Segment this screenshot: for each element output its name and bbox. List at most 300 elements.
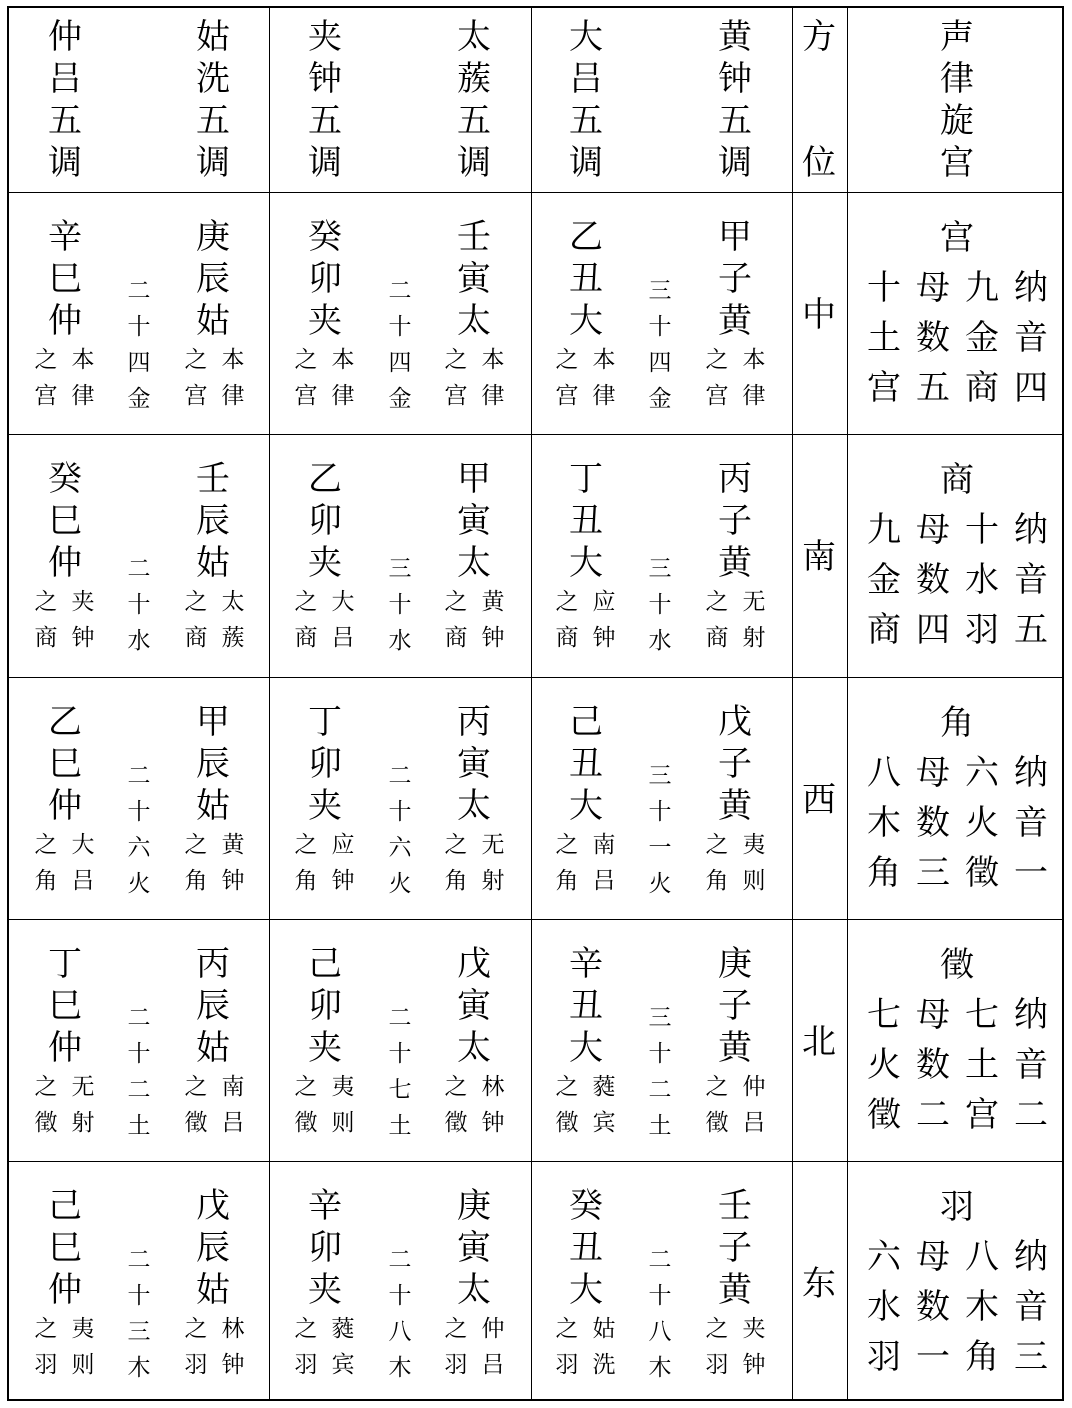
key-annotation: 太 bbox=[221, 589, 245, 615]
stem-branch-a: 仲 bbox=[48, 301, 82, 341]
key-annotation: 律 bbox=[71, 383, 95, 409]
key-annotation: 本 bbox=[221, 347, 245, 373]
nayin-number: 二 bbox=[127, 1005, 151, 1031]
key-annotation: 之 bbox=[705, 347, 729, 373]
nayin-description: 七 bbox=[867, 995, 901, 1035]
stem-branch-a: 辛 bbox=[308, 1186, 342, 1226]
key-annotation: 宫 bbox=[555, 383, 579, 409]
key-annotation: 大 bbox=[331, 589, 355, 615]
nayin-number: 三 bbox=[648, 1005, 672, 1031]
stem-branch-a: 夹 bbox=[308, 543, 342, 583]
stem-branch-b: 子 bbox=[718, 986, 752, 1026]
nayin-description: 七 bbox=[965, 995, 999, 1035]
nayin-number: 二 bbox=[127, 1077, 151, 1103]
stem-branch-b: 辰 bbox=[196, 744, 230, 784]
stem-branch-a: 丑 bbox=[569, 501, 603, 541]
nayin-number: 火 bbox=[648, 871, 672, 897]
direction-label: 中 bbox=[802, 295, 836, 335]
nayin-number: 金 bbox=[127, 386, 151, 412]
key-annotation: 之 bbox=[34, 589, 58, 615]
nayin-description: 羽 bbox=[965, 610, 999, 650]
nayin-description: 纳 bbox=[1014, 1237, 1048, 1277]
nayin-number: 十 bbox=[127, 314, 151, 340]
header-key-label: 大 bbox=[569, 17, 603, 57]
key-annotation: 宫 bbox=[34, 383, 58, 409]
stem-branch-b: 姑 bbox=[196, 1270, 230, 1310]
nayin-number: 土 bbox=[648, 1113, 672, 1139]
nayin-description: 一 bbox=[1014, 853, 1048, 893]
key-annotation: 之 bbox=[294, 832, 318, 858]
stem-branch-a: 大 bbox=[569, 786, 603, 826]
stem-branch-b: 辰 bbox=[196, 986, 230, 1026]
header-shenglv-label: 律 bbox=[940, 59, 974, 99]
header-key-label: 钟 bbox=[308, 59, 342, 99]
stem-branch-a: 卯 bbox=[308, 259, 342, 299]
nayin-number: 二 bbox=[648, 1077, 672, 1103]
stem-branch-b: 壬 bbox=[196, 459, 230, 499]
stem-branch-b: 壬 bbox=[718, 1186, 752, 1226]
key-annotation: 之 bbox=[555, 832, 579, 858]
stem-branch-a: 癸 bbox=[48, 459, 82, 499]
key-annotation: 宫 bbox=[184, 383, 208, 409]
key-annotation: 无 bbox=[742, 589, 766, 615]
key-annotation: 羽 bbox=[34, 1352, 58, 1378]
stem-branch-b: 太 bbox=[457, 1028, 491, 1068]
stem-branch-a: 丁 bbox=[48, 944, 82, 984]
key-annotation: 射 bbox=[71, 1110, 95, 1136]
key-annotation: 黄 bbox=[221, 832, 245, 858]
header-key-label: 洗 bbox=[196, 59, 230, 99]
stem-branch-a: 癸 bbox=[569, 1186, 603, 1226]
row-divider bbox=[9, 677, 1062, 678]
nayin-description: 五 bbox=[916, 368, 950, 408]
nayin-number: 十 bbox=[388, 592, 412, 618]
key-annotation: 钟 bbox=[221, 1352, 245, 1378]
nayin-number: 二 bbox=[127, 763, 151, 789]
nayin-description: 音 bbox=[1014, 560, 1048, 600]
nayin-description: 音 bbox=[1014, 318, 1048, 358]
key-annotation: 林 bbox=[481, 1074, 505, 1100]
key-annotation: 之 bbox=[34, 347, 58, 373]
mode-title: 商 bbox=[940, 460, 974, 500]
stem-branch-a: 卯 bbox=[308, 986, 342, 1026]
column-divider bbox=[847, 8, 848, 1399]
nayin-description: 一 bbox=[916, 1337, 950, 1377]
nayin-number: 土 bbox=[388, 1113, 412, 1139]
nayin-number: 三 bbox=[127, 1319, 151, 1345]
key-annotation: 本 bbox=[592, 347, 616, 373]
header-key-label: 五 bbox=[48, 101, 82, 141]
stem-branch-b: 寅 bbox=[457, 744, 491, 784]
nayin-number: 金 bbox=[388, 386, 412, 412]
nayin-number: 十 bbox=[127, 799, 151, 825]
stem-branch-b: 寅 bbox=[457, 501, 491, 541]
header-key-label: 五 bbox=[308, 101, 342, 141]
row-divider bbox=[9, 919, 1062, 920]
nayin-description: 数 bbox=[916, 1045, 950, 1085]
key-annotation: 射 bbox=[742, 625, 766, 651]
key-annotation: 之 bbox=[294, 347, 318, 373]
nayin-description: 木 bbox=[965, 1287, 999, 1327]
stem-branch-b: 姑 bbox=[196, 543, 230, 583]
stem-branch-a: 己 bbox=[48, 1186, 82, 1226]
key-annotation: 蕤 bbox=[592, 1074, 616, 1100]
key-annotation: 南 bbox=[592, 832, 616, 858]
key-annotation: 徵 bbox=[444, 1110, 468, 1136]
key-annotation: 钟 bbox=[481, 1110, 505, 1136]
key-annotation: 则 bbox=[71, 1352, 95, 1378]
stem-branch-b: 庚 bbox=[457, 1186, 491, 1226]
nayin-description: 母 bbox=[916, 510, 950, 550]
stem-branch-b: 太 bbox=[457, 301, 491, 341]
header-key-label: 五 bbox=[457, 101, 491, 141]
stem-branch-b: 子 bbox=[718, 1228, 752, 1268]
nayin-description: 土 bbox=[965, 1045, 999, 1085]
temperament-table bbox=[7, 6, 1064, 1401]
nayin-number: 二 bbox=[388, 278, 412, 304]
stem-branch-a: 仲 bbox=[48, 1028, 82, 1068]
stem-branch-a: 辛 bbox=[569, 944, 603, 984]
stem-branch-a: 巳 bbox=[48, 1228, 82, 1268]
key-annotation: 南 bbox=[221, 1074, 245, 1100]
stem-branch-b: 子 bbox=[718, 744, 752, 784]
nayin-description: 数 bbox=[916, 560, 950, 600]
nayin-number: 水 bbox=[388, 628, 412, 654]
stem-branch-b: 丙 bbox=[718, 459, 752, 499]
stem-branch-a: 夹 bbox=[308, 301, 342, 341]
key-annotation: 之 bbox=[184, 1074, 208, 1100]
key-annotation: 仲 bbox=[742, 1074, 766, 1100]
nayin-description: 十 bbox=[965, 510, 999, 550]
header-shenglv-label: 宫 bbox=[940, 143, 974, 183]
nayin-description: 火 bbox=[867, 1045, 901, 1085]
nayin-number: 水 bbox=[127, 628, 151, 654]
key-annotation: 大 bbox=[71, 832, 95, 858]
nayin-number: 二 bbox=[388, 1247, 412, 1273]
stem-branch-a: 仲 bbox=[48, 543, 82, 583]
key-annotation: 之 bbox=[184, 347, 208, 373]
nayin-description: 徵 bbox=[867, 1095, 901, 1135]
nayin-description: 土 bbox=[867, 318, 901, 358]
nayin-description: 六 bbox=[867, 1237, 901, 1277]
key-annotation: 之 bbox=[705, 589, 729, 615]
nayin-number: 八 bbox=[388, 1319, 412, 1345]
stem-branch-b: 庚 bbox=[196, 217, 230, 257]
stem-branch-b: 辰 bbox=[196, 259, 230, 299]
header-key-label: 吕 bbox=[48, 59, 82, 99]
nayin-description: 数 bbox=[916, 803, 950, 843]
nayin-description: 二 bbox=[916, 1095, 950, 1135]
header-key-label: 调 bbox=[308, 143, 342, 183]
key-annotation: 之 bbox=[34, 1074, 58, 1100]
header-key-label: 蔟 bbox=[457, 59, 491, 99]
header-key-label: 调 bbox=[196, 143, 230, 183]
stem-branch-b: 甲 bbox=[457, 459, 491, 499]
nayin-description: 数 bbox=[916, 1287, 950, 1327]
nayin-number: 二 bbox=[127, 278, 151, 304]
stem-branch-a: 卯 bbox=[308, 744, 342, 784]
stem-branch-b: 庚 bbox=[718, 944, 752, 984]
header-key-label: 黄 bbox=[718, 17, 752, 57]
key-annotation: 姑 bbox=[592, 1316, 616, 1342]
header-key-label: 调 bbox=[569, 143, 603, 183]
nayin-description: 八 bbox=[867, 753, 901, 793]
key-annotation: 宫 bbox=[294, 383, 318, 409]
key-annotation: 本 bbox=[71, 347, 95, 373]
key-annotation: 角 bbox=[705, 868, 729, 894]
nayin-description: 三 bbox=[1014, 1337, 1048, 1377]
nayin-number: 三 bbox=[648, 278, 672, 304]
key-annotation: 吕 bbox=[742, 1110, 766, 1136]
header-key-label: 调 bbox=[718, 143, 752, 183]
key-annotation: 钟 bbox=[592, 625, 616, 651]
nayin-number: 三 bbox=[388, 556, 412, 582]
key-annotation: 徵 bbox=[705, 1110, 729, 1136]
key-annotation: 射 bbox=[481, 868, 505, 894]
key-annotation: 宾 bbox=[331, 1352, 355, 1378]
nayin-number: 金 bbox=[648, 386, 672, 412]
key-annotation: 蔟 bbox=[221, 625, 245, 651]
key-annotation: 之 bbox=[705, 832, 729, 858]
nayin-number: 六 bbox=[127, 835, 151, 861]
nayin-description: 金 bbox=[965, 318, 999, 358]
header-key-label: 吕 bbox=[569, 59, 603, 99]
stem-branch-b: 丙 bbox=[196, 944, 230, 984]
stem-branch-a: 巳 bbox=[48, 259, 82, 299]
header-shenglv-label: 声 bbox=[940, 17, 974, 57]
key-annotation: 律 bbox=[742, 383, 766, 409]
key-annotation: 之 bbox=[444, 1074, 468, 1100]
key-annotation: 商 bbox=[294, 625, 318, 651]
nayin-number: 六 bbox=[388, 835, 412, 861]
stem-branch-a: 大 bbox=[569, 1270, 603, 1310]
stem-branch-b: 甲 bbox=[196, 702, 230, 742]
key-annotation: 之 bbox=[294, 1316, 318, 1342]
key-annotation: 吕 bbox=[71, 868, 95, 894]
key-annotation: 洗 bbox=[592, 1352, 616, 1378]
row-divider bbox=[9, 192, 1062, 193]
key-annotation: 角 bbox=[294, 868, 318, 894]
nayin-description: 二 bbox=[1014, 1095, 1048, 1135]
key-annotation: 本 bbox=[742, 347, 766, 373]
nayin-number: 十 bbox=[127, 1283, 151, 1309]
nayin-description: 商 bbox=[867, 610, 901, 650]
mode-title: 角 bbox=[940, 703, 974, 743]
key-annotation: 律 bbox=[592, 383, 616, 409]
nayin-number: 四 bbox=[648, 350, 672, 376]
nayin-number: 八 bbox=[648, 1319, 672, 1345]
stem-branch-b: 黄 bbox=[718, 543, 752, 583]
nayin-description: 水 bbox=[867, 1287, 901, 1327]
nayin-description: 宫 bbox=[867, 368, 901, 408]
mode-title: 羽 bbox=[940, 1187, 974, 1227]
stem-branch-a: 仲 bbox=[48, 1270, 82, 1310]
header-key-label: 仲 bbox=[48, 17, 82, 57]
key-annotation: 无 bbox=[481, 832, 505, 858]
key-annotation: 吕 bbox=[331, 625, 355, 651]
key-annotation: 徵 bbox=[34, 1110, 58, 1136]
stem-branch-a: 卯 bbox=[308, 1228, 342, 1268]
stem-branch-b: 黄 bbox=[718, 301, 752, 341]
key-annotation: 之 bbox=[444, 347, 468, 373]
stem-branch-b: 黄 bbox=[718, 1028, 752, 1068]
key-annotation: 吕 bbox=[481, 1352, 505, 1378]
nayin-number: 十 bbox=[648, 799, 672, 825]
column-divider bbox=[792, 8, 793, 1399]
key-annotation: 之 bbox=[705, 1074, 729, 1100]
nayin-number: 十 bbox=[648, 592, 672, 618]
direction-label: 北 bbox=[802, 1022, 836, 1062]
key-annotation: 羽 bbox=[705, 1352, 729, 1378]
nayin-description: 火 bbox=[965, 803, 999, 843]
key-annotation: 本 bbox=[331, 347, 355, 373]
nayin-number: 七 bbox=[388, 1077, 412, 1103]
column-divider bbox=[269, 8, 270, 1399]
row-divider bbox=[9, 1161, 1062, 1162]
key-annotation: 商 bbox=[184, 625, 208, 651]
stem-branch-a: 丁 bbox=[308, 702, 342, 742]
key-annotation: 夹 bbox=[742, 1316, 766, 1342]
nayin-number: 三 bbox=[648, 556, 672, 582]
key-annotation: 角 bbox=[34, 868, 58, 894]
column-divider bbox=[531, 8, 532, 1399]
key-annotation: 之 bbox=[184, 832, 208, 858]
stem-branch-a: 卯 bbox=[308, 501, 342, 541]
key-annotation: 蕤 bbox=[331, 1316, 355, 1342]
stem-branch-a: 巳 bbox=[48, 501, 82, 541]
nayin-description: 角 bbox=[965, 1337, 999, 1377]
header-key-label: 调 bbox=[457, 143, 491, 183]
nayin-number: 木 bbox=[388, 1355, 412, 1381]
stem-branch-a: 丑 bbox=[569, 744, 603, 784]
key-annotation: 应 bbox=[331, 832, 355, 858]
nayin-description: 纳 bbox=[1014, 510, 1048, 550]
key-annotation: 吕 bbox=[592, 868, 616, 894]
nayin-description: 六 bbox=[965, 753, 999, 793]
nayin-number: 十 bbox=[388, 1041, 412, 1067]
nayin-description: 四 bbox=[1014, 368, 1048, 408]
stem-branch-b: 戊 bbox=[718, 702, 752, 742]
stem-branch-b: 寅 bbox=[457, 1228, 491, 1268]
nayin-number: 四 bbox=[127, 350, 151, 376]
key-annotation: 之 bbox=[34, 1316, 58, 1342]
header-key-label: 五 bbox=[569, 101, 603, 141]
key-annotation: 之 bbox=[555, 347, 579, 373]
key-annotation: 商 bbox=[705, 625, 729, 651]
header-key-label: 太 bbox=[457, 17, 491, 57]
stem-branch-a: 丁 bbox=[569, 459, 603, 499]
nayin-description: 宫 bbox=[965, 1095, 999, 1135]
stem-branch-b: 黄 bbox=[718, 786, 752, 826]
nayin-description: 羽 bbox=[867, 1337, 901, 1377]
stem-branch-a: 巳 bbox=[48, 744, 82, 784]
nayin-description: 四 bbox=[916, 610, 950, 650]
key-annotation: 无 bbox=[71, 1074, 95, 1100]
nayin-description: 九 bbox=[867, 510, 901, 550]
stem-branch-a: 癸 bbox=[308, 217, 342, 257]
direction-label: 南 bbox=[802, 537, 836, 577]
stem-branch-a: 丑 bbox=[569, 1228, 603, 1268]
stem-branch-a: 己 bbox=[569, 702, 603, 742]
stem-branch-b: 黄 bbox=[718, 1270, 752, 1310]
key-annotation: 角 bbox=[184, 868, 208, 894]
key-annotation: 商 bbox=[555, 625, 579, 651]
key-annotation: 之 bbox=[444, 589, 468, 615]
nayin-description: 三 bbox=[916, 853, 950, 893]
nayin-number: 十 bbox=[648, 1041, 672, 1067]
stem-branch-b: 戊 bbox=[196, 1186, 230, 1226]
key-annotation: 之 bbox=[555, 1074, 579, 1100]
nayin-description: 音 bbox=[1014, 803, 1048, 843]
key-annotation: 钟 bbox=[331, 868, 355, 894]
key-annotation: 夷 bbox=[71, 1316, 95, 1342]
header-key-label: 钟 bbox=[718, 59, 752, 99]
row-divider bbox=[9, 434, 1062, 435]
stem-branch-b: 姑 bbox=[196, 1028, 230, 1068]
key-annotation: 宫 bbox=[705, 383, 729, 409]
mode-title: 宫 bbox=[940, 218, 974, 258]
header-key-label: 五 bbox=[718, 101, 752, 141]
nayin-description: 纳 bbox=[1014, 995, 1048, 1035]
stem-branch-b: 姑 bbox=[196, 301, 230, 341]
nayin-description: 音 bbox=[1014, 1045, 1048, 1085]
key-annotation: 林 bbox=[221, 1316, 245, 1342]
nayin-number: 十 bbox=[648, 1283, 672, 1309]
key-annotation: 律 bbox=[331, 383, 355, 409]
nayin-number: 一 bbox=[648, 835, 672, 861]
key-annotation: 夷 bbox=[742, 832, 766, 858]
key-annotation: 徵 bbox=[555, 1110, 579, 1136]
stem-branch-a: 己 bbox=[308, 944, 342, 984]
nayin-number: 二 bbox=[127, 556, 151, 582]
key-annotation: 之 bbox=[444, 1316, 468, 1342]
header-fangwei-label: 位 bbox=[802, 143, 836, 183]
nayin-description: 九 bbox=[965, 268, 999, 308]
nayin-number: 木 bbox=[648, 1355, 672, 1381]
key-annotation: 羽 bbox=[444, 1352, 468, 1378]
nayin-number: 十 bbox=[388, 314, 412, 340]
stem-branch-b: 寅 bbox=[457, 259, 491, 299]
key-annotation: 之 bbox=[34, 832, 58, 858]
nayin-number: 十 bbox=[388, 799, 412, 825]
nayin-number: 土 bbox=[127, 1113, 151, 1139]
key-annotation: 夹 bbox=[71, 589, 95, 615]
stem-branch-b: 子 bbox=[718, 259, 752, 299]
nayin-description: 母 bbox=[916, 268, 950, 308]
key-annotation: 夷 bbox=[331, 1074, 355, 1100]
key-annotation: 则 bbox=[331, 1110, 355, 1136]
stem-branch-a: 夹 bbox=[308, 1028, 342, 1068]
nayin-description: 商 bbox=[965, 368, 999, 408]
stem-branch-b: 太 bbox=[457, 543, 491, 583]
nayin-number: 二 bbox=[648, 1247, 672, 1273]
key-annotation: 之 bbox=[184, 589, 208, 615]
nayin-description: 金 bbox=[867, 560, 901, 600]
stem-branch-a: 巳 bbox=[48, 986, 82, 1026]
nayin-number: 十 bbox=[648, 314, 672, 340]
stem-branch-b: 太 bbox=[457, 786, 491, 826]
nayin-number: 二 bbox=[388, 763, 412, 789]
stem-branch-b: 戊 bbox=[457, 944, 491, 984]
nayin-number: 十 bbox=[388, 1283, 412, 1309]
stem-branch-b: 辰 bbox=[196, 501, 230, 541]
key-annotation: 本 bbox=[481, 347, 505, 373]
stem-branch-b: 子 bbox=[718, 501, 752, 541]
key-annotation: 羽 bbox=[294, 1352, 318, 1378]
nayin-number: 火 bbox=[127, 871, 151, 897]
key-annotation: 羽 bbox=[555, 1352, 579, 1378]
key-annotation: 之 bbox=[184, 1316, 208, 1342]
